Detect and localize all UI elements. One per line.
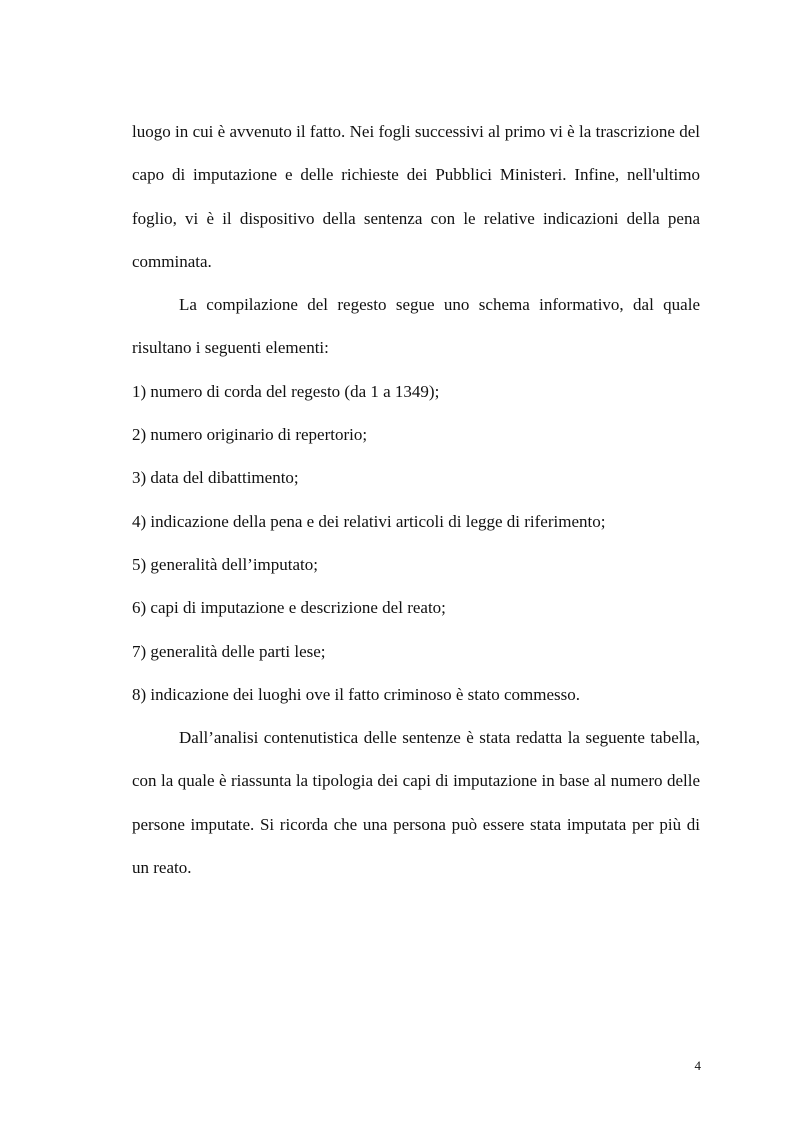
list-item: 2) numero originario di repertorio; bbox=[132, 425, 368, 445]
list-item: 6) capi di imputazione e descrizione del reato; bbox=[132, 598, 446, 618]
list-item: 1) numero di corda del regesto (da 1 a 1349); bbox=[132, 381, 440, 401]
paragraph-continuation: luogo in cui è avvenuto il fatto. Nei fogli successivi al primo vi è la trascrizione del capo di imputazione e delle richieste dei Pubblici Ministeri. Infine, nell'ultimo foglio, vi è il dispositivo della sentenza con le relative indicazioni della pena comminata. bbox=[132, 122, 700, 271]
paragraph-analysis: Dall’analisi contenutistica delle sentenze è stata redatta la seguente tabella, con la quale è riassunta la tipologia dei capi di imputazione in base al numero delle persone imputate. Si ricorda che una persona può essere stata imputata per più di un reato. bbox=[132, 728, 700, 878]
page-number: 4 bbox=[694, 1058, 701, 1073]
list-item: 7) generalità delle parti lese; bbox=[132, 641, 326, 661]
list-item: 3) data del dibattimento; bbox=[132, 468, 299, 488]
list-item: 8) indicazione dei luoghi ove il fatto criminoso è stato commesso. bbox=[132, 684, 581, 704]
list-item: 5) generalità dell’imputato; bbox=[132, 554, 318, 574]
list-item: 4) indicazione della pena e dei relativi articoli di legge di riferimento; bbox=[132, 511, 606, 531]
page-body bbox=[132, 110, 700, 889]
elements-list bbox=[132, 370, 700, 716]
paragraph-regesto-schema: La compilazione del regesto segue uno schema informativo, dal quale risultano i seguenti elementi: bbox=[132, 295, 700, 358]
